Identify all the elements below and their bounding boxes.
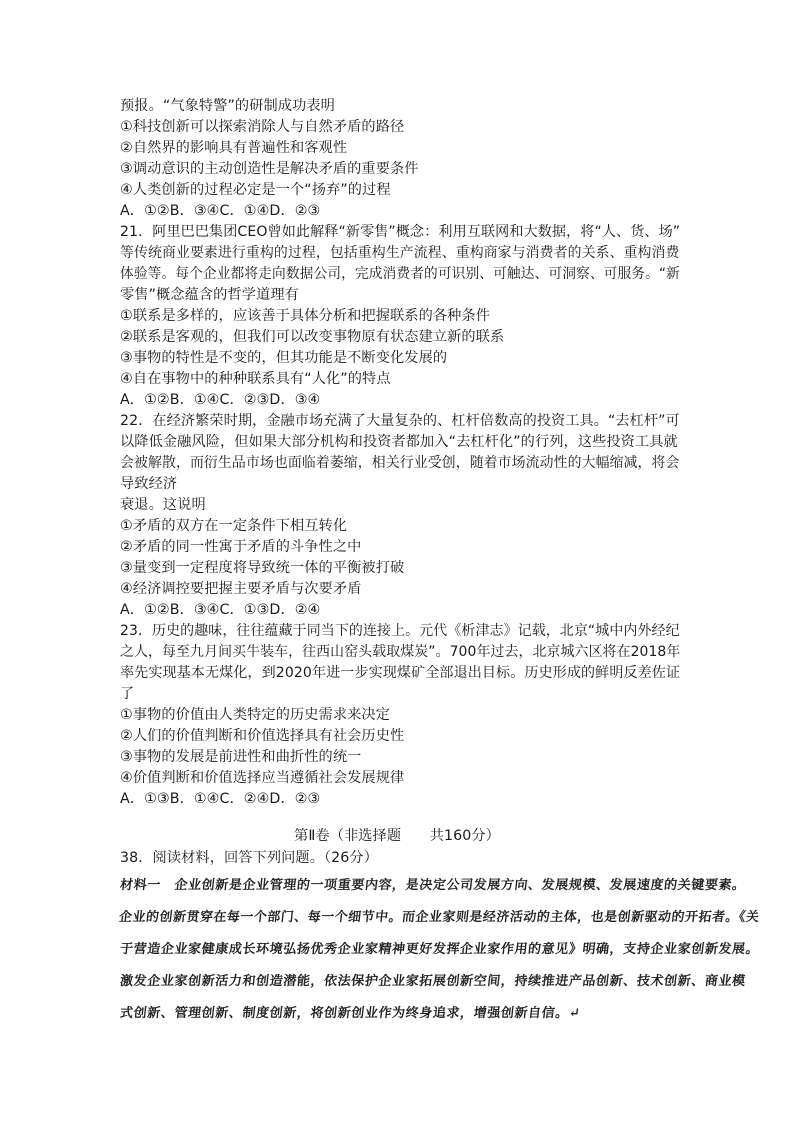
option-2: ②矛盾的同一性寓于矛盾的斗争性之中 — [120, 539, 362, 555]
answer-choices: A．①②B．③④C．①④D．②③ — [120, 203, 321, 219]
material-line: 于营造企业家健康成长环境弘扬优秀企业家精神更好发挥企业家作用的意见》明确，支持企业家创新发展。 — [119, 942, 761, 957]
option-4: ④人类创新的过程必定是一个“扬弃”的过程 — [120, 182, 391, 198]
question-38-heading: 38．阅读材料，回答下列问题。（26分） — [120, 850, 379, 866]
option-2: ②自然界的影响具有普遍性和客观性 — [120, 140, 348, 156]
question-22-text: 会被解散，而衍生品市场也面临着萎缩，相关行业受创，随着市场流动性的大幅缩减，将会 — [120, 455, 680, 471]
answer-choices: A．①②B．①④C．②③D．③④ — [120, 392, 321, 408]
material-line: 式创新、管理创新、制度创新，将创新创业作为终身追求，增强创新自信。↵ — [119, 1006, 582, 1021]
question-23-text: 之人，每至九月间买牛装车，往西山窑头载取煤炭”。700年过去，北京城六区将在2018年 — [120, 644, 681, 660]
question-21-text: 零售”概念蕴含的哲学道理有 — [120, 287, 299, 303]
question-22-text: 导致经济 — [120, 476, 178, 492]
material-line: 企业的创新贯穿在每一个部门、每一个细节中。而企业家则是经济活动的主体，也是创新驱动的开拓者。《关 — [118, 910, 761, 925]
option-3: ③调动意识的主动创造性是解决矛盾的重要条件 — [120, 161, 419, 177]
question-21-text: 21．阿里巴巴集团CEO曾如此解释“新零售”概念：利用互联网和大数据，将“人、货、场” — [120, 224, 681, 240]
question-23-text: 率先实现基本无煤化，到2020年进一步实现煤矿全部退出目标。历史形成的鲜明反差佐证 — [120, 665, 681, 681]
option-4: ④经济调控要把握主要矛盾与次要矛盾 — [120, 581, 362, 597]
material-line: 激发企业家创新活力和创造潜能，依法保护企业家拓展创新空间，持续推进产品创新、技术创新、商业模 — [119, 974, 747, 989]
question-22-text: 22．在经济繁荣时期，金融市场充满了大量复杂的、杠杆倍数高的投资工具。“去杠杆”可 — [120, 413, 680, 429]
option-3: ③量变到一定程度将导致统一体的平衡被打破 — [120, 560, 405, 576]
answer-choices: A．①③B．①④C．②④D．②③ — [120, 791, 321, 807]
option-2: ②联系是客观的，但我们可以改变事物原有状态建立新的联系 — [120, 329, 505, 345]
option-1: ①联系是多样的，应该善于具体分析和把握联系的各种条件 — [120, 308, 491, 324]
option-1: ①科技创新可以探索消除人与自然矛盾的路径 — [120, 119, 405, 135]
answer-choices: A．①②B．③④C．①③D．②④ — [120, 602, 321, 618]
option-1: ①事物的价值由人类特定的历史需求来决定 — [120, 707, 390, 723]
option-3: ③事物的发展是前进性和曲折性的统一 — [120, 749, 362, 765]
option-3: ③事物的特性是不变的，但其功能是不断变化发展的 — [120, 350, 448, 366]
question-21-text: 体验等。每个企业都将走向数据公司，完成消费者的可识别、可触达、可洞察、可服务。“新 — [120, 266, 680, 282]
option-4: ④价值判断和价值选择应当遵循社会发展规律 — [120, 770, 405, 786]
section-title: 第Ⅱ卷（非选择题 共160分） — [294, 828, 500, 844]
option-1: ①矛盾的双方在一定条件下相互转化 — [120, 518, 348, 534]
option-4: ④自在事物中的种种联系具有“人化”的特点 — [120, 371, 391, 387]
question-22-text: 以降低金融风险，但如果大部分机构和投资者都加入“去杠杆化”的行列，这些投资工具就 — [120, 434, 678, 450]
question-22-text: 衰退。这说明 — [120, 497, 206, 513]
question-23-text: 了 — [120, 686, 135, 702]
question-21-text: 等传统商业要素进行重构的过程，包括重构生产流程、重构商家与消费者的关系、重构消费 — [120, 245, 680, 261]
option-2: ②人们的价值判断和价值选择具有社会历史性 — [120, 728, 405, 744]
question-23-text: 23．历史的趣味，往往蕴藏于同当下的连接上。元代《析津志》记载，北京“城中内外经纪 — [120, 623, 680, 639]
text-line: 预报。“气象特警”的研制成功表明 — [120, 98, 335, 114]
material-line: 材料一 企业创新是企业管理的一项重要内容，是决定公司发展方向、发展规模、发展速度的关键要素。 — [119, 878, 747, 893]
